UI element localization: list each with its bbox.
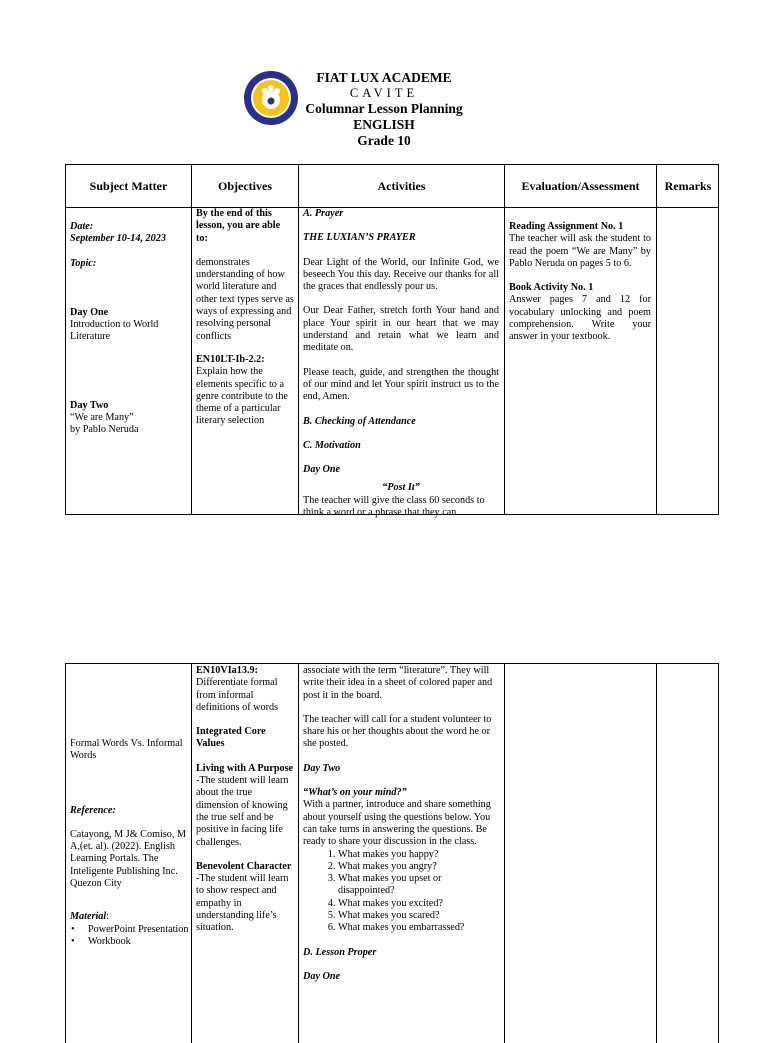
activities-cell-2 xyxy=(303,665,500,983)
lesson-table-page-1 xyxy=(65,164,719,519)
post-it-text: The teacher will give the class 60 seconds to think a word or a phrase that they can xyxy=(303,494,485,519)
material-colon: : xyxy=(106,911,110,923)
day-two-heading: Day Two xyxy=(303,762,341,774)
objectives-cell-2 xyxy=(196,665,294,935)
reference-label: Reference: xyxy=(70,804,116,816)
subject-matter-cell xyxy=(70,221,188,437)
objective-1: demonstrates understanding of how world literature and other text types serve as ways of expressing and resolving personal conflicts xyxy=(196,256,294,342)
attendance-heading: B. Checking of Attendance xyxy=(303,415,416,427)
question-item: 6. What makes you embarrassed? xyxy=(338,922,500,934)
competency-code-1: EN10LT-Ib-2.2: xyxy=(196,353,265,365)
header-subject-matter: Subject Matter xyxy=(89,179,168,193)
school-location: CAVITE xyxy=(349,86,419,100)
activities-cell xyxy=(303,208,499,519)
lesson-table-page-2 xyxy=(65,663,719,1043)
header-objectives: Objectives xyxy=(218,179,272,193)
objective-formal-informal: Differentiate formal from informal definitions of words xyxy=(196,677,279,713)
grade-title: Grade 10 xyxy=(357,133,411,148)
material-item: • PowerPoint Presentation xyxy=(84,924,190,936)
date-label: Date: xyxy=(70,221,94,232)
header-remarks: Remarks xyxy=(664,179,712,193)
prayer-paragraph-1: Dear Light of the World, our Infinite God, we beseech You this day. Receive our thanks for all the graces that endlessly pour us. xyxy=(303,256,499,293)
objective-2: Explain how the elements specific to a genre contribute to the theme of a particular literary selection xyxy=(196,366,288,427)
book-activity-title: Book Activity No. 1 xyxy=(509,282,594,294)
day-one-heading: Day One xyxy=(303,464,341,476)
material-label: Material xyxy=(70,911,107,923)
reading-assignment-title: Reading Assignment No. 1 xyxy=(509,221,624,232)
material-item: • Workbook xyxy=(84,936,190,948)
evaluation-cell xyxy=(509,221,651,344)
header-activities: Activities xyxy=(377,179,426,193)
prayer-title: THE LUXIAN’S PRAYER xyxy=(303,232,416,244)
post-it-title: “Post It” xyxy=(382,482,420,494)
core-value-2-title: Benevolent Character xyxy=(196,860,292,872)
header-evaluation: Evaluation/Assessment xyxy=(521,179,640,193)
objectives-intro: By the end of this lesson, you are able to: xyxy=(196,208,281,244)
question-item: 4. What makes you excited? xyxy=(338,898,500,910)
plan-title: Columnar Lesson Planning xyxy=(305,101,463,116)
subject-title: ENGLISH xyxy=(353,117,415,132)
core-value-2-text: -The student will learn to show respect and empathy in understanding life’s situation. xyxy=(196,873,289,934)
prayer-heading: A. Prayer xyxy=(303,208,344,219)
question-item: 3. What makes you upset or disappointed? xyxy=(338,873,500,898)
day-two-author: by Pablo Neruda xyxy=(70,424,139,436)
competency-code-2: EN10VIa13.9: xyxy=(196,665,258,676)
school-seal-logo xyxy=(243,70,299,126)
lesson-proper-heading: D. Lesson Proper xyxy=(303,946,377,958)
date-value: September 10-14, 2023 xyxy=(70,233,166,245)
materials-list xyxy=(70,924,190,949)
lesson-day-one-heading: Day One xyxy=(303,970,341,982)
topic-label: Topic: xyxy=(70,257,97,269)
day-two-label: Day Two xyxy=(70,399,109,411)
motivation-heading: C. Motivation xyxy=(303,439,361,451)
questions-list xyxy=(303,849,500,935)
day-two-title: “We are Many” xyxy=(70,412,134,424)
question-item: 2. What makes you angry? xyxy=(338,861,500,873)
core-values-heading: Integrated Core Values xyxy=(196,726,266,750)
topic-formal-informal: Formal Words Vs. Informal Words xyxy=(70,738,183,762)
day-one-label: Day One xyxy=(70,306,109,318)
reference-text: Catayong, M J& Comiso, M A,(et. al). (2022). English Learning Portals. The Inteligente Publishing Inc. Quezon City xyxy=(70,828,187,890)
prayer-paragraph-2: Our Dear Father, stretch forth Your hand and place Your spirit in our heart that we may understand and retain what we learn and meditate on. xyxy=(303,305,499,354)
core-value-1-title: Living with A Purpose xyxy=(196,762,294,774)
whats-on-your-mind-title: “What’s on your mind?” xyxy=(303,787,407,799)
question-item: 1. What makes you happy? xyxy=(338,849,500,861)
core-value-1-text: -The student will learn about the true dimension of knowing the true self and be positive in facing life challenges. xyxy=(196,775,289,848)
post-it-continued: associate with the term “literature”. They will write their idea in a sheet of colored paper and post it in the board. xyxy=(303,665,493,701)
school-name: FIAT LUX ACADEME xyxy=(316,70,452,85)
volunteer-text: The teacher will call for a student volunteer to share his or her thoughts about the word he or she posted. xyxy=(303,713,492,750)
question-item: 5. What makes you scared? xyxy=(338,910,500,922)
prayer-paragraph-3: Please teach, guide, and strengthen the thought of our mind and let Your spirit instruct us to the end, Amen. xyxy=(303,366,499,403)
subject-matter-cell-2 xyxy=(70,738,190,948)
reading-assignment-text: The teacher will ask the student to read the poem “We are Many” by Pablo Neruda on pages 5 to 6. xyxy=(509,233,651,269)
book-activity-text: Answer pages 7 and 12 for vocabulary unlocking and poem comprehension. Write your answer in your textbook. xyxy=(509,294,651,343)
day-one-topic: Introduction to World Literature xyxy=(70,319,159,343)
material-heading xyxy=(70,911,190,923)
objectives-cell xyxy=(196,208,294,428)
whats-on-your-mind-text: With a partner, introduce and share something about yourself using the questions below. You can take turns in answering the questions. Be ready to share your discussion in the class. xyxy=(303,799,491,848)
